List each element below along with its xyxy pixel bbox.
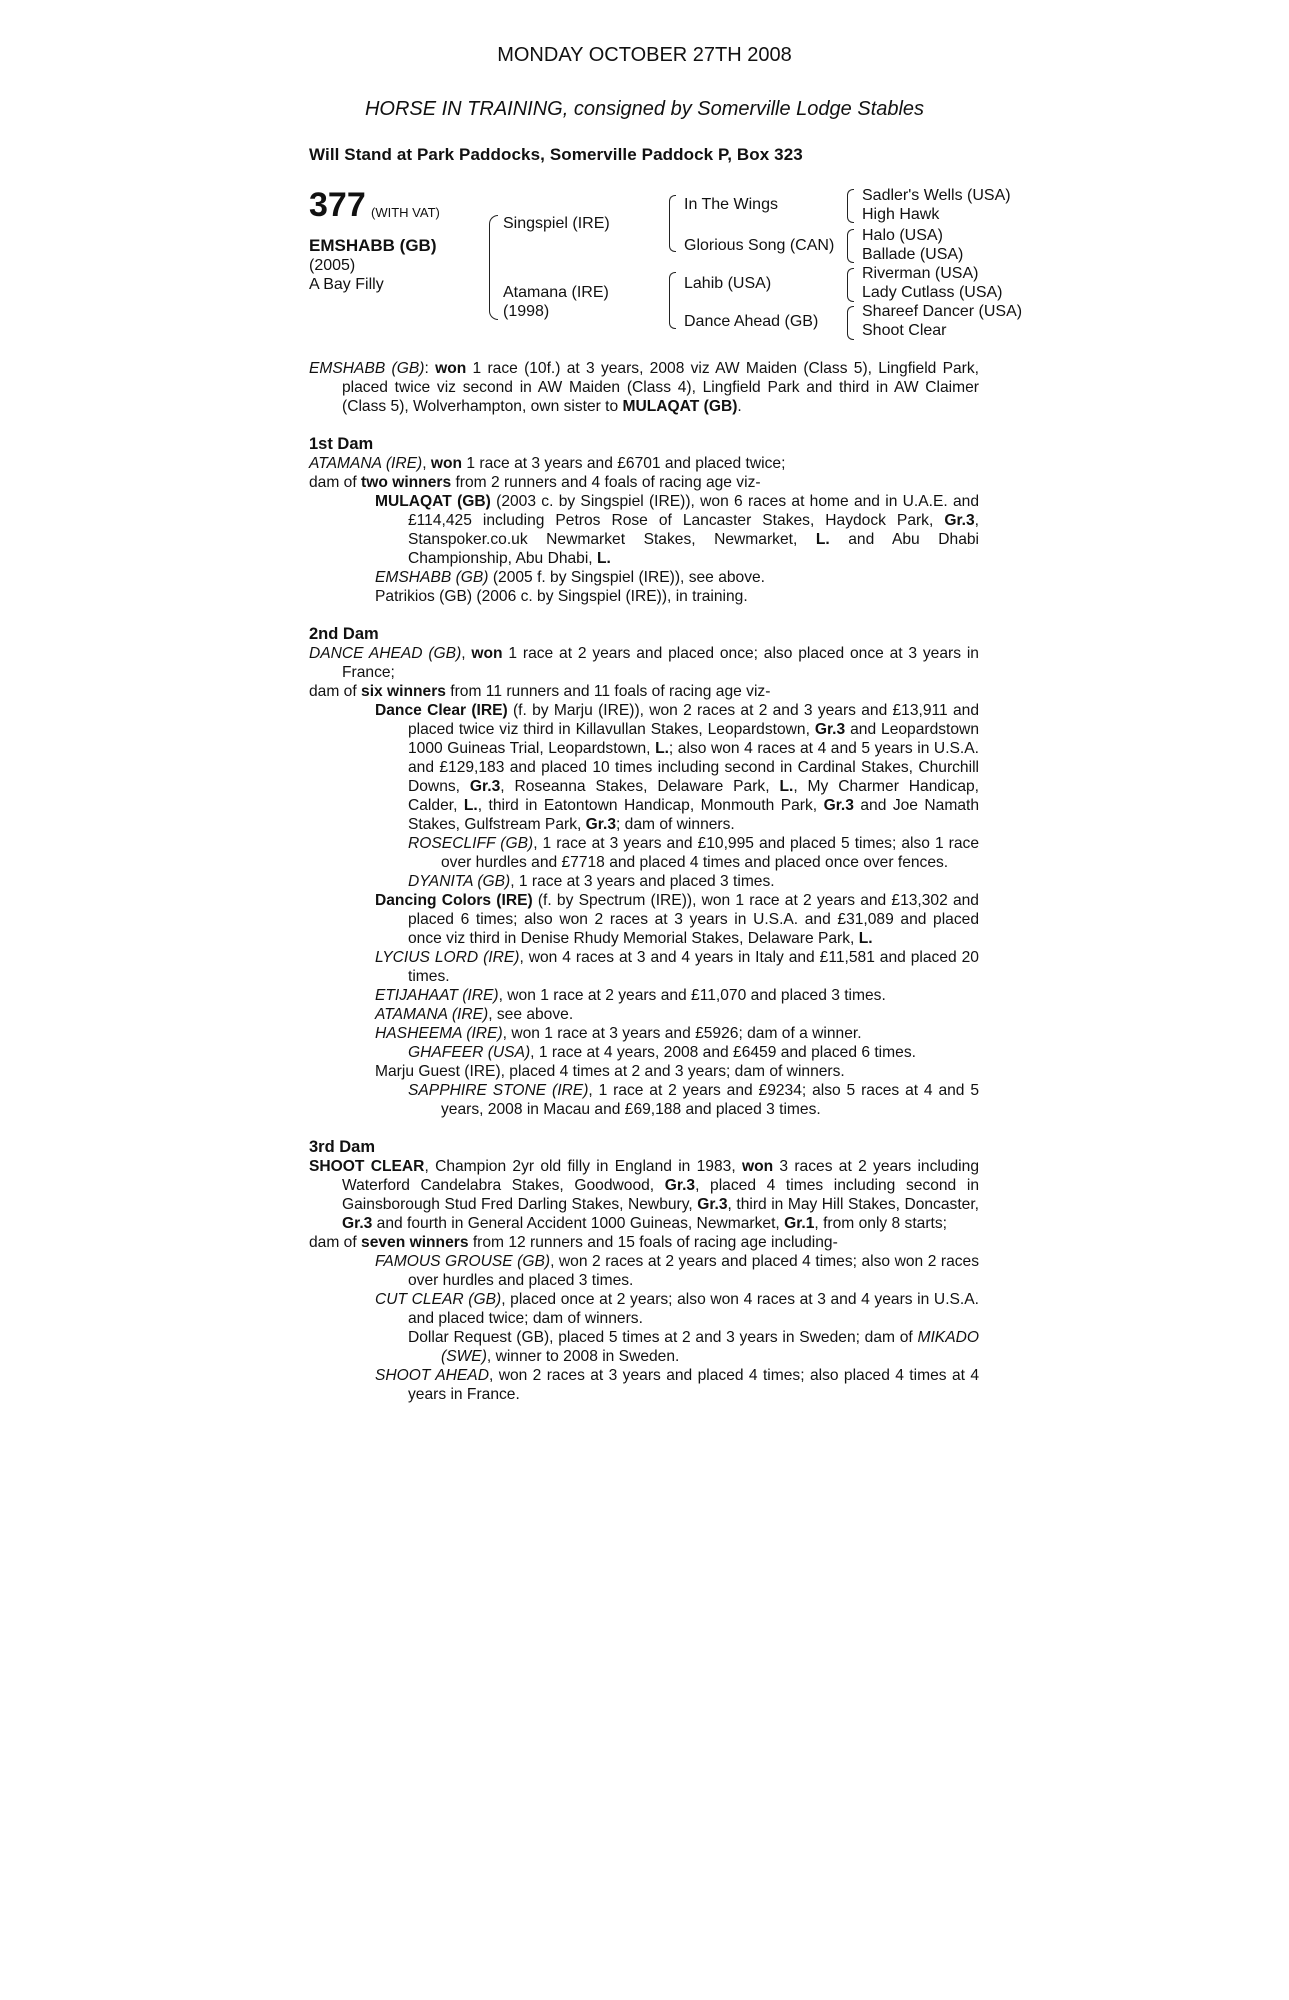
lot-vat: (WITH VAT) (371, 205, 440, 220)
first-dam-produce-list (309, 492, 979, 606)
horse-name: EMSHABB (GB) (309, 236, 437, 255)
third-dam-produce-list (309, 1252, 979, 1404)
intro-paragraph: EMSHABB (GB): won 1 race (10f.) at 3 years, 2008 viz AW Maiden (Class 5), Lingfield Park, placed twice viz second in AW Maiden (Class 4), Lingfield Park and third in AW Claimer (Class 5), Wolverhampton, own sister to MULAQAT (GB). (309, 360, 979, 415)
consignment-line: HORSE IN TRAINING, consigned by Somerville Lodge Stables (364, 98, 925, 120)
pedigree-dam-year: (1998) (503, 303, 550, 320)
pedigree-dam: Atamana (IRE) (503, 284, 609, 301)
list-item: MULAQAT (GB) (2003 c. by Singspiel (IRE)), won 6 races at home and in U.A.E. and £114,425 including Petros Rose of Lancaster Stakes, Haydock Park, Gr.3, Stanspoker.co.uk Newmarket Stakes, Newmarket, L. and Abu Dhabi Championship, Abu Dhabi, L. (375, 493, 980, 567)
first-dam-produce-summary: dam of two winners from 2 runners and 4 foals of racing age viz- (309, 474, 761, 491)
list-item: HASHEEMA (IRE), won 1 race at 3 years and £5926; dam of a winner. (375, 1025, 862, 1042)
list-item: EMSHABB (GB) (2005 f. by Singspiel (IRE)), see above. (375, 569, 766, 586)
pedigree-g3-8: Shoot Clear (862, 322, 947, 339)
list-item: Dancing Colors (IRE) (f. by Spectrum (IRE)), won 1 race at 2 years and £13,302 and placed 6 times; also won 2 races at 3 years in U.S.A. and £31,089 and placed once viz third in Denise Rhudy Memorial Stakes, Delaware Park, L. (375, 892, 979, 947)
list-item: SHOOT AHEAD, won 2 races at 3 years and placed 4 times; also placed 4 times at 4 years in France. (375, 1367, 979, 1403)
pedigree-g3-4: Ballade (USA) (862, 246, 964, 263)
pedigree-g3-6: Lady Cutlass (USA) (862, 284, 1003, 301)
pedigree-g3-7: Shareef Dancer (USA) (862, 303, 1023, 320)
pedigree-dam-dam: Dance Ahead (GB) (684, 313, 819, 330)
list-item: SAPPHIRE STONE (IRE), 1 race at 2 years and £9234; also 5 races at 4 and 5 years, 2008 in Macau and £69,188 and placed 3 times. (408, 1082, 979, 1118)
list-item: Patrikios (GB) (2006 c. by Singspiel (IRE)), in training. (375, 588, 748, 605)
list-item: ETIJAHAAT (IRE), won 1 race at 2 years and £11,070 and placed 3 times. (375, 987, 886, 1004)
list-item: Dance Clear (IRE) (f. by Marju (IRE)), won 2 races at 2 and 3 years and £13,911 and placed twice viz third in Killavullan Stakes, Leopardstown, Gr.3 and Leopardstown 1000 Guineas Trial, Leopardstown, L.; also won 4 races at 4 and 5 years in U.S.A. and £129,183 and placed 10 times including second in Cardinal Stakes, Churchill Downs, Gr.3, Roseanna Stakes, Delaware Park, L., My Charmer Handicap, Calder, L., third in Eatontown Handicap, Monmouth Park, Gr.3 and Joe Namath Stakes, Gulfstream Park, Gr.3; dam of winners. (375, 702, 979, 833)
pedigree-g3-1: Sadler's Wells (USA) (862, 187, 1011, 204)
list-item: Marju Guest (IRE), placed 4 times at 2 and 3 years; dam of winners. (375, 1063, 845, 1080)
pedigree-g3-2: High Hawk (862, 206, 940, 223)
catalogue-body (309, 359, 979, 1404)
third-dam-record: SHOOT CLEAR, Champion 2yr old filly in England in 1983, won 3 races at 2 years including Waterford Candelabra Stakes, Goodwood, Gr.3, placed 4 times including second in Gainsborough Stud Fred Darling Stakes, Newbury, Gr.3, third in May Hill Stakes, Doncaster, Gr.3 and fourth in General Accident 1000 Guineas, Newmarket, Gr.1, from only 8 starts; (309, 1158, 979, 1232)
list-item: CUT CLEAR (GB), placed once at 2 years; also won 4 races at 3 and 4 years in U.S.A. and placed twice; dam of winners. (375, 1291, 979, 1327)
horse-year: (2005) (309, 257, 356, 274)
sale-date: MONDAY OCTOBER 27TH 2008 (497, 44, 792, 66)
list-item: FAMOUS GROUSE (GB), won 2 races at 2 years and placed 4 times; also won 2 races over hurdles and placed 3 times. (375, 1253, 980, 1289)
brace-g3-3 (847, 268, 854, 302)
third-dam-produce-summary: dam of seven winners from 12 runners and 15 foals of racing age including- (309, 1234, 838, 1251)
brace-sire-line (669, 195, 676, 252)
brace-g3-1 (847, 189, 854, 223)
pedigree-g3-3: Halo (USA) (862, 227, 943, 244)
second-dam-produce-list (309, 701, 979, 1119)
list-item: ATAMANA (IRE), see above. (375, 1006, 574, 1023)
third-dam-heading: 3rd Dam (309, 1138, 376, 1156)
list-item: DYANITA (GB), 1 race at 3 years and placed 3 times. (408, 873, 775, 890)
list-item: GHAFEER (USA), 1 race at 4 years, 2008 and £6459 and placed 6 times. (408, 1044, 916, 1061)
list-item: Dollar Request (GB), placed 5 times at 2 and 3 years in Sweden; dam of MIKADO (SWE), winner to 2008 in Sweden. (408, 1329, 979, 1365)
list-item: LYCIUS LORD (IRE), won 4 races at 3 and 4 years in Italy and £11,581 and placed 20 times. (375, 949, 979, 985)
second-dam-heading: 2nd Dam (309, 625, 379, 643)
brace-dam-line (669, 272, 676, 329)
first-dam-heading: 1st Dam (309, 435, 374, 453)
pedigree-g3-5: Riverman (USA) (862, 265, 979, 282)
brace-generation-1 (489, 215, 498, 320)
pedigree-sire-sire: In The Wings (684, 196, 778, 213)
brace-g3-4 (847, 306, 854, 340)
list-item: ROSECLIFF (GB), 1 race at 3 years and £10,995 and placed 5 times; also 1 race over hurdles and £7718 and placed 4 times and placed once over fences. (408, 835, 980, 871)
second-dam-produce-summary: dam of six winners from 11 runners and 11 foals of racing age viz- (309, 683, 771, 700)
pedigree-sire: Singspiel (IRE) (503, 215, 610, 232)
brace-g3-2 (847, 229, 854, 263)
stand-location: Will Stand at Park Paddocks, Somerville Paddock P, Box 323 (309, 145, 803, 164)
first-dam-record: ATAMANA (IRE), won 1 race at 3 years and £6701 and placed twice; (309, 455, 786, 472)
pedigree-dam-sire: Lahib (USA) (684, 275, 772, 292)
horse-description: A Bay Filly (309, 276, 384, 293)
second-dam-record: DANCE AHEAD (GB), won 1 race at 2 years and placed once; also placed once at 3 years in France; (309, 645, 979, 681)
pedigree-sire-dam: Glorious Song (CAN) (684, 237, 835, 254)
lot-number: 377 (309, 186, 366, 224)
